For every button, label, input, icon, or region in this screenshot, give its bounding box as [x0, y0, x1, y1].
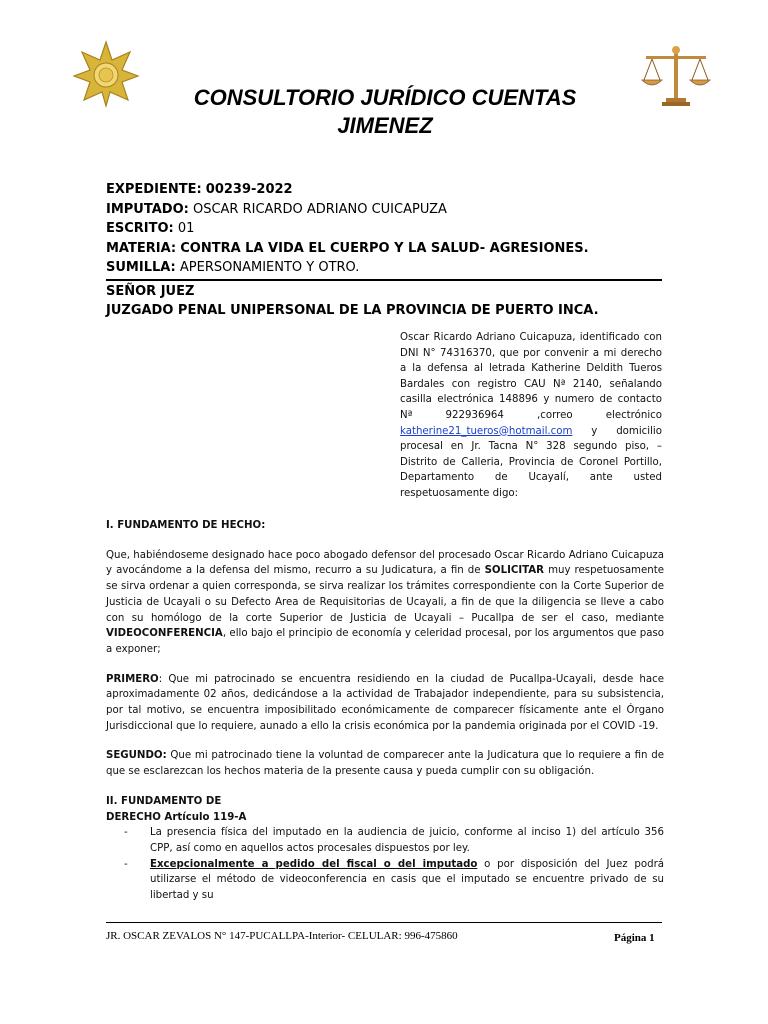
footer-address: JR. OSCAR ZEVALOS N° 147-PUCALLPA-Interior- CELULAR: 996-475860	[106, 930, 458, 942]
imputado-label: IMPUTADO:	[106, 201, 189, 217]
sumilla-row	[106, 258, 666, 278]
primero-text: : Que mi patrocinado se encuentra residiendo en la ciudad de Pucallpa-Ucayali, desde hace aproximadamente 02 años, dedicándose a la actividad de Trabajador independiente, para su subsistencia, por tal motivo, se encuentra imposibilitado económicamente de comparecer físicamente ante el Órgano Jurisdiccional que lo requiere, aunado a ello la crisis económica por la pandemia originada por el COVID -19.	[106, 673, 664, 732]
law-items-list	[106, 825, 664, 904]
firm-title-line2: JIMENEZ	[337, 113, 433, 138]
p1-text-c: muy respetuosamente se sirva ordenar a quien corresponda, se sirva realizar los trámites correspondiente con la Corte Superior de Justicia de Ucayali o su Defecto Area de Requisitorias de Ucayali, a fin de que la diligencia se lleve a cabo con su homólogo de la corte Superior de Justicia de Ucayali – Pucallpa de ser el caso, mediante	[106, 565, 664, 624]
section2-heading-line2: DERECHO Artículo 119-A	[106, 811, 247, 823]
paragraph-primero	[106, 672, 664, 735]
escrito-label: ESCRITO:	[106, 221, 174, 236]
list-item	[106, 857, 664, 904]
list-dash: -	[124, 827, 128, 839]
item1-text: La presencia física del imputado en la audiencia de juicio, conforme al inciso 1) del artículo 356 CPP, así como en aquellos actos procesales dispuestos por ley.	[150, 827, 664, 854]
materia-value: CONTRA LA VIDA EL CUERPO Y LA SALUD- AGRESIONES.	[180, 240, 589, 256]
materia-label: MATERIA:	[106, 240, 177, 256]
imputado-value: OSCAR RICARDO ADRIANO CUICAPUZA	[192, 201, 447, 217]
imputado-row	[106, 200, 666, 220]
materia-row	[106, 239, 666, 259]
p1-text-e: , ello bajo el principio de economía y celeridad procesal, por los argumentos que paso a exponer;	[106, 628, 664, 655]
expediente-label: EXPEDIENTE:	[106, 182, 202, 197]
paragraph-segundo	[106, 748, 664, 779]
sumilla-value: APERSONAMIENTO Y OTRO.	[179, 260, 360, 275]
addressee-judge: SEÑOR JUEZ	[106, 283, 195, 299]
gold-star-emblem-icon	[72, 40, 140, 108]
primero-label: PRIMERO	[106, 673, 159, 685]
p1-text-a: Que, habiéndoseme designado hace poco abogado defensor del procesado Oscar Ricardo Adriano Cuicapuza y avocándome a la defensa del mismo, recurro a su Judicatura, a fin de	[106, 549, 664, 577]
escrito-row	[106, 219, 666, 239]
paragraph-request	[106, 548, 664, 658]
item2-underlined: Excepcionalmente a pedido del fiscal o del imputado	[150, 858, 478, 870]
addressee-court: JUZGADO PENAL UNIPERSONAL DE LA PROVINCIA DE PUERTO INCA.	[106, 303, 599, 318]
sumilla-label: SUMILLA:	[106, 260, 176, 275]
expediente-value: 00239-2022	[205, 182, 293, 197]
page-number: Página 1	[614, 932, 655, 944]
footer-divider	[106, 922, 662, 923]
expediente-row	[106, 180, 666, 200]
firm-title	[140, 84, 630, 140]
list-item	[106, 825, 664, 856]
section2-heading-line1: II. FUNDAMENTO DE	[106, 795, 222, 807]
intro-text-before-email: Oscar Ricardo Adriano Cuicapuza, identificado con DNI N° 74316370, que por convenir a mi derecho a la defensa al letrada Katherine Deldith Tueros Bardales con registro CAU Nª 2140, señalando casilla electrónica 148896 y numero de contacto Nª 922936964 ,correo electrónico	[400, 332, 662, 421]
document-body	[106, 518, 664, 904]
firm-title-line1: CONSULTORIO JURÍDICO CUENTAS	[193, 85, 577, 110]
scales-of-justice-icon	[640, 44, 712, 108]
segundo-label: SEGUNDO:	[106, 750, 167, 762]
section1-heading: I. FUNDAMENTO DE HECHO:	[106, 520, 266, 531]
email-link[interactable]: katherine21_tueros@hotmail.com	[400, 425, 573, 437]
intro-text-after-email: y domicilio procesal en Jr. Tacna N° 328 segundo piso, – Distrito de Calleria, Provincia de Coronel Portillo, Departamento de Ucayalí, ante usted respetuosamente digo:	[400, 425, 662, 499]
item2-text: o por disposición del Juez podrá utilizarse el método de videoconferencia en casis que el imputado se encuentre privado de su libertad y su	[150, 858, 664, 902]
introduction-paragraph	[400, 330, 662, 502]
header-divider	[106, 279, 662, 281]
p1-bold-videoconferencia: VIDEOCONFERENCIA	[106, 628, 223, 640]
addressee-line1	[106, 282, 666, 302]
p1-bold-solicitar: SOLICITAR	[484, 565, 545, 577]
case-header	[106, 180, 666, 321]
addressee-line2	[106, 301, 666, 321]
escrito-value: 01	[177, 221, 195, 236]
segundo-text: Que mi patrocinado tiene la voluntad de comparecer ante la Judicatura que lo requiere a fin de que se esclarezcan los hechos materia de la presente causa y pueda cumplir con su obligación.	[106, 750, 664, 778]
list-dash: -	[124, 858, 128, 870]
